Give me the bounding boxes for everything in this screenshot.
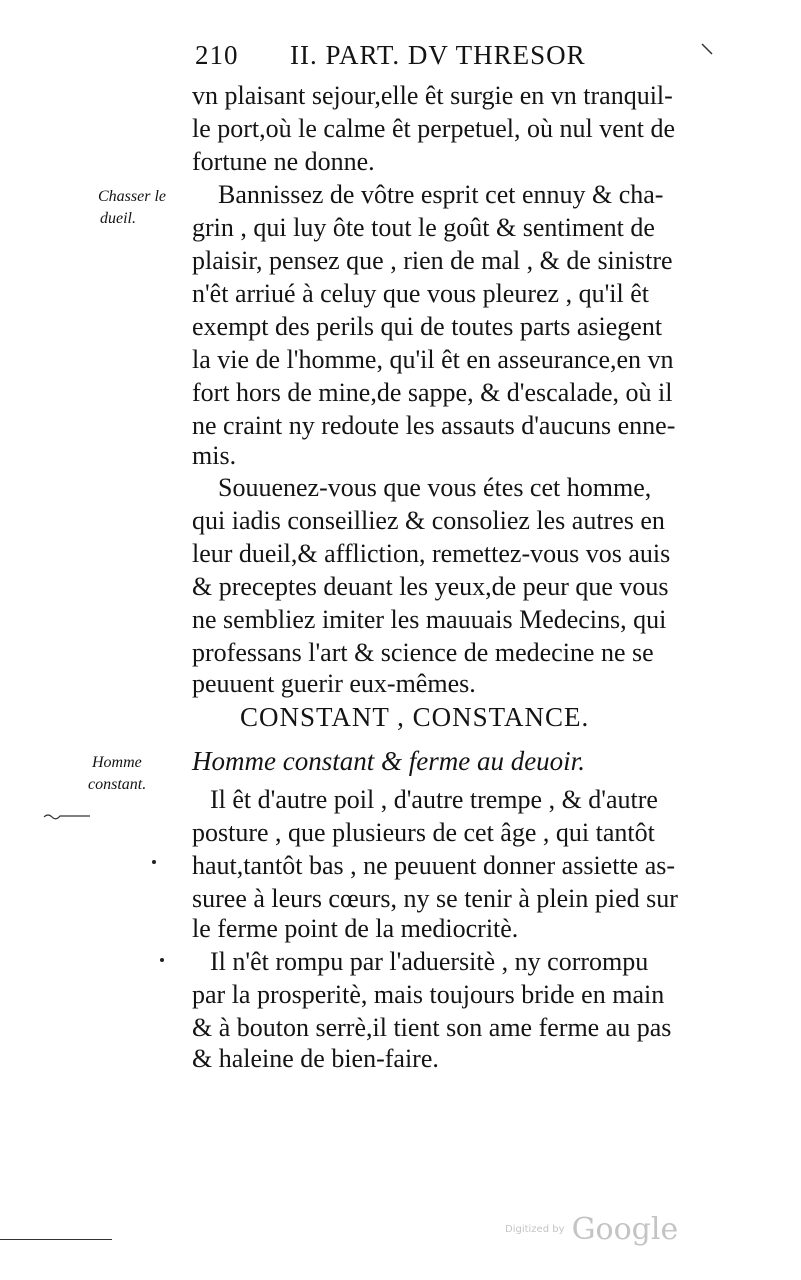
margin-note-chasser xyxy=(98,186,166,230)
margin-mark xyxy=(42,811,92,821)
text-line: haut,tantôt bas , ne peuuent donner assiette as- xyxy=(192,851,676,880)
margin-note-line: dueil. xyxy=(100,210,136,227)
text-line: vn plaisant sejour,elle êt surgie en vn tranquil- xyxy=(192,81,673,110)
watermark-prefix: Digitized by xyxy=(505,1224,565,1235)
text-line: par la prosperitè, mais toujours bride en main xyxy=(192,980,665,1009)
text-line: grin , qui luy ôte tout le goût & sentiment de xyxy=(192,213,655,242)
text-line: Souuenez-vous que vous étes cet homme, xyxy=(218,473,652,502)
running-title: II. PART. DV THRESOR xyxy=(290,40,586,70)
text-line: peuuent guerir eux-mêmes. xyxy=(192,669,476,698)
text-line: le ferme point de la mediocritè. xyxy=(192,914,519,943)
text-line: leur dueil,& affliction, remettez-vous vos auis xyxy=(192,539,671,568)
text-line: mis. xyxy=(192,441,237,470)
text-line: la vie de l'homme, qu'il êt en asseurance,en vn xyxy=(192,345,674,374)
page-number: 210 xyxy=(195,40,239,70)
text-line: ne sembliez imiter les mauuais Medecins, qui xyxy=(192,605,667,634)
section-subheading: Homme constant & ferme au deuoir. xyxy=(192,746,585,776)
text-line: posture , que plusieurs de cet âge , qui tantôt xyxy=(192,818,655,847)
margin-note-line: constant. xyxy=(88,776,147,793)
text-line: & haleine de bien-faire. xyxy=(192,1044,439,1073)
section-heading: CONSTANT , CONSTANCE. xyxy=(240,702,590,732)
running-head xyxy=(195,40,715,80)
text-line: exempt des perils qui de toutes parts asiegent xyxy=(192,312,663,341)
text-line: Bannissez de vôtre esprit cet ennuy & cha- xyxy=(218,180,664,209)
text-line: & à bouton serrè,il tient son ame ferme au pas xyxy=(192,1013,672,1042)
text-line: Il êt d'autre poil , d'autre trempe , & d'autre xyxy=(210,785,658,814)
google-watermark xyxy=(505,1212,678,1247)
text-line: professans l'art & science de medecine ne se xyxy=(192,638,654,667)
margin-note-constant xyxy=(88,752,146,796)
margin-note-line: Chasser le xyxy=(98,188,166,205)
text-line: Il n'êt rompu par l'aduersitè , ny corrompu xyxy=(210,947,649,976)
bottom-rule xyxy=(0,1239,112,1240)
text-line: & preceptes deuant les yeux,de peur que vous xyxy=(192,572,669,601)
text-line: ne craint ny redoute les assauts d'aucuns enne- xyxy=(192,411,676,440)
watermark-brand: Google xyxy=(571,1212,679,1247)
text-line: plaisir, pensez que , rien de mal , & de sinistre xyxy=(192,246,673,275)
text-line: fortune ne donne. xyxy=(192,147,375,176)
text-line: suree à leurs cœurs, ny se tenir à plein pied sur xyxy=(192,884,678,913)
margin-note-line: Homme xyxy=(92,754,142,771)
text-line: qui iadis conseilliez & consoliez les autres en xyxy=(192,506,665,535)
text-line: le port,où le calme êt perpetuel, où nul vent de xyxy=(192,114,675,143)
margin-dot xyxy=(160,958,164,962)
text-line: fort hors de mine,de sappe, & d'escalade, où il xyxy=(192,378,673,407)
text-line: n'êt arriué à celuy que vous pleurez , qu'il êt xyxy=(192,279,649,308)
stray-mark xyxy=(700,42,714,56)
margin-dot xyxy=(152,860,156,864)
